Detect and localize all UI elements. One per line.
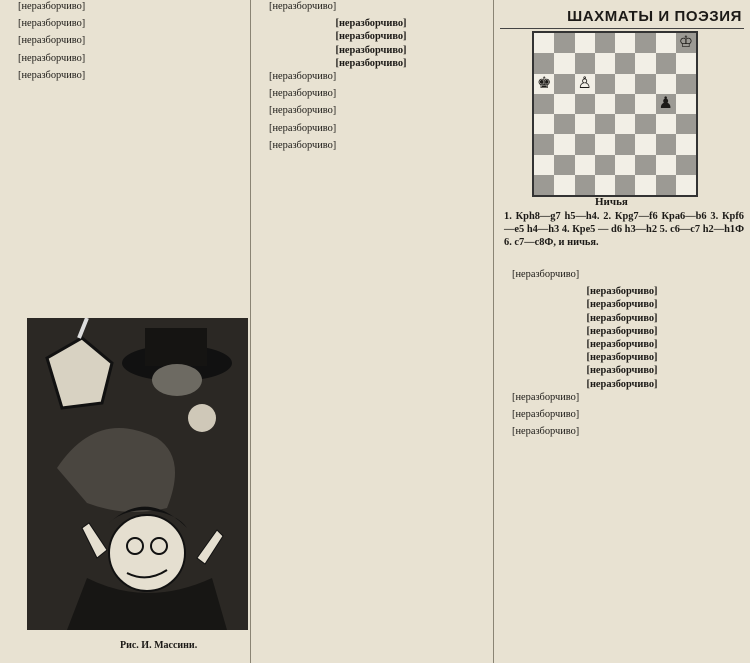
poem-line: [неразборчиво] <box>586 286 658 298</box>
chess-piece: ♚ <box>536 74 552 92</box>
article-column-1 <box>6 0 244 86</box>
illustration-drawing <box>27 318 248 630</box>
board-square <box>615 134 635 154</box>
board-square <box>534 94 554 114</box>
board-square <box>554 114 574 134</box>
board-square <box>575 53 595 73</box>
poem-line: [неразборчиво] <box>335 57 407 69</box>
paragraph: [неразборчиво] <box>512 409 580 421</box>
article-column-3 <box>500 268 744 442</box>
board-square <box>595 33 615 53</box>
board-square <box>615 74 635 94</box>
paragraph: [неразборчиво] <box>18 52 86 64</box>
paragraph: [неразборчиво] <box>18 35 86 47</box>
board-square <box>635 175 655 195</box>
poem-line: [неразборчиво] <box>586 378 658 390</box>
board-square <box>635 33 655 53</box>
paragraph: [неразборчиво] <box>512 426 580 438</box>
board-square <box>595 53 615 73</box>
chess-piece: ♟ <box>658 94 673 112</box>
board-square <box>656 33 676 53</box>
board-square <box>676 155 696 175</box>
board-square <box>554 155 574 175</box>
board-square <box>615 155 635 175</box>
board-square <box>534 175 554 195</box>
poem-line: [неразборчиво] <box>335 44 407 56</box>
paragraph: [неразборчиво] <box>269 88 337 100</box>
paragraph: [неразборчиво] <box>512 391 580 403</box>
section-header <box>500 6 744 29</box>
paragraph: [неразборчиво] <box>269 71 337 83</box>
paragraph: [неразборчиво] <box>512 269 580 280</box>
board-square <box>635 53 655 73</box>
board-square <box>676 74 696 94</box>
poem-line: [неразборчиво] <box>335 31 407 43</box>
board-square <box>575 94 595 114</box>
board-square <box>575 155 595 175</box>
poem-line: [неразборчиво] <box>586 365 658 377</box>
paragraph: [неразборчиво] <box>269 1 337 12</box>
board-square <box>656 94 676 114</box>
poem-line: [неразборчиво] <box>586 352 658 364</box>
paragraph: [неразборчиво] <box>18 69 86 81</box>
board-square <box>534 33 554 53</box>
board-square <box>534 114 554 134</box>
article-column-2 <box>257 0 485 156</box>
board-square <box>575 33 595 53</box>
board-square <box>656 155 676 175</box>
paragraph: [неразборчиво] <box>269 105 337 117</box>
board-square <box>534 134 554 154</box>
board-square <box>676 175 696 195</box>
board-square <box>554 74 574 94</box>
board-square <box>656 74 676 94</box>
board-square <box>615 175 635 195</box>
board-square <box>635 94 655 114</box>
diagram-caption: Ничья <box>595 196 628 208</box>
board-square <box>575 134 595 154</box>
solution-text: 1. Крh8—g7 h5—h4. 2. Крg7—f6 Крa6—b6 3. Крf6—e5 h4—h3 4. Крe5 — d6 h3—h2 5. c6—c7 h2—h1Ф 6. c7—c8Ф, и ничья. <box>504 211 744 249</box>
board-square <box>635 114 655 134</box>
paragraph: [неразборчиво] <box>18 1 86 12</box>
board-square <box>615 33 635 53</box>
board-square <box>575 175 595 195</box>
paragraph: [неразборчиво] <box>269 139 337 151</box>
board-square <box>615 53 635 73</box>
board-square <box>656 114 676 134</box>
chess-diagram <box>532 31 698 197</box>
board-square <box>595 114 615 134</box>
board-square <box>595 155 615 175</box>
section-title: ШАХМАТЫ И ПОЭЗИЯ <box>567 8 742 25</box>
board-square <box>635 155 655 175</box>
board-square <box>534 74 554 94</box>
board-square <box>676 114 696 134</box>
board-square <box>656 134 676 154</box>
illustration-caption: Рис. И. Массини. <box>120 640 198 651</box>
paragraph: [неразборчиво] <box>18 18 86 30</box>
poem-line: [неразборчиво] <box>586 299 658 311</box>
board-square <box>676 33 696 53</box>
board-square <box>635 134 655 154</box>
board-square <box>554 33 574 53</box>
board-square <box>575 74 595 94</box>
board-square <box>676 94 696 114</box>
board-square <box>595 134 615 154</box>
illustration <box>27 318 248 630</box>
board-square <box>635 74 655 94</box>
board-square <box>676 53 696 73</box>
board-square <box>615 114 635 134</box>
board-square <box>615 94 635 114</box>
paragraph: [неразборчиво] <box>269 122 337 134</box>
poem-line: [неразборчиво] <box>586 339 658 351</box>
board-square <box>575 114 595 134</box>
board-square <box>656 53 676 73</box>
poem-line: [неразборчиво] <box>335 18 407 30</box>
board-square <box>595 175 615 195</box>
board-square <box>534 53 554 73</box>
board-square <box>554 175 574 195</box>
board-square <box>554 134 574 154</box>
board-square <box>676 134 696 154</box>
poem-line: [неразборчиво] <box>586 312 658 324</box>
poem-line: [неразборчиво] <box>586 325 658 337</box>
board-square <box>656 175 676 195</box>
board-square <box>595 94 615 114</box>
board-square <box>534 155 554 175</box>
board-square <box>595 74 615 94</box>
board-square <box>554 53 574 73</box>
chess-piece: ♙ <box>577 74 592 92</box>
board-square <box>554 94 574 114</box>
chess-piece: ♔ <box>678 34 694 52</box>
